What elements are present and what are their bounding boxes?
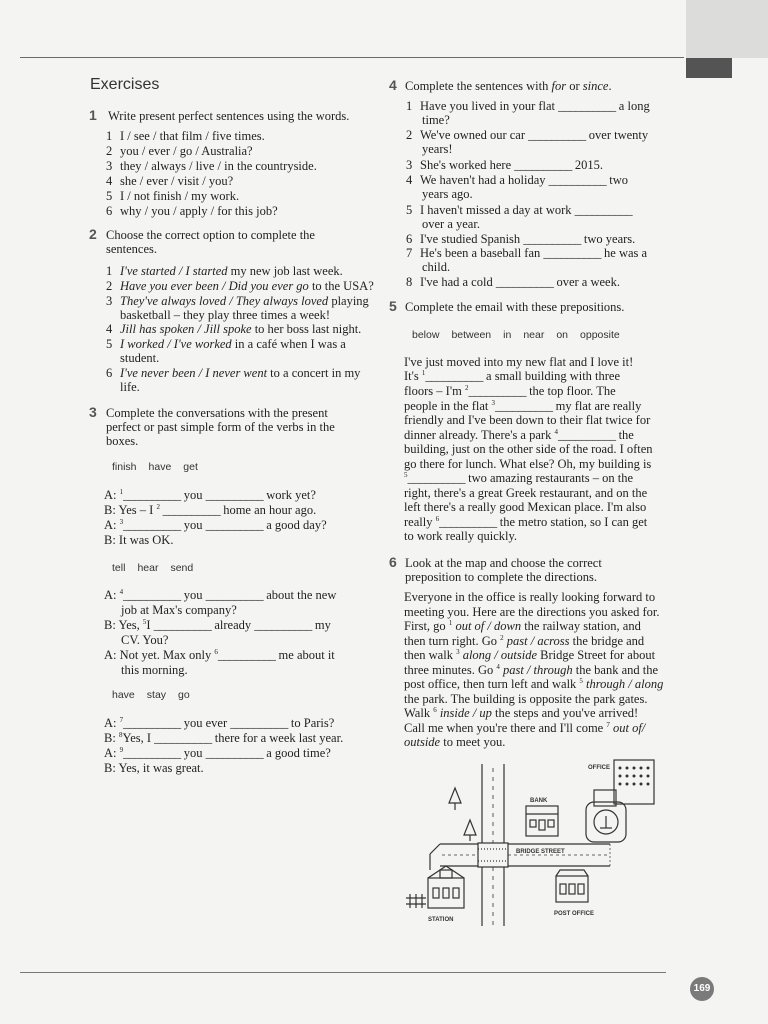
ex3-c3-line: B: Yes, it was great.: [104, 761, 204, 775]
ex3-word-box-1: finish have get: [112, 461, 198, 473]
ex1-number: 1: [89, 107, 97, 123]
ex3-c1-line: A: $^3$__________ you __________ a good day?: [104, 517, 327, 532]
ex2-item: 6 I've never been / I never went to a concert in my: [106, 366, 361, 380]
top-rule: [20, 57, 684, 58]
ex1-item: 2 you / ever / go / Australia?: [106, 144, 253, 158]
page-number: 169: [690, 977, 714, 1001]
ex3-c2-line: CV. You?: [121, 633, 169, 647]
ex4-item: 2 We've owned our car __________ over twenty: [406, 128, 649, 142]
ex3-c2-line: A: Not yet. Max only $^6$__________ me about it: [104, 647, 335, 662]
ex2-item: 5 I worked / I've worked in a café when I was a: [106, 337, 346, 351]
ex3-c1-line: A: $^1$__________ you __________ work yet?: [104, 487, 316, 502]
map-label-bank: BANK: [530, 798, 548, 804]
ex2-item: 4 Jill has spoken / Jill spoke to her boss last night.: [106, 322, 362, 336]
ex6-text: First, go $^1$ out of / down the railway station, and: [404, 618, 641, 633]
corner-tab: [686, 0, 768, 58]
ex4-item: 3 She's worked here __________ 2015.: [406, 158, 603, 172]
map-label-office: OFFICE: [588, 765, 610, 771]
ex6-text: outside to meet you.: [404, 735, 506, 749]
ex4-item-cont: child.: [422, 260, 451, 274]
ex5-number: 5: [389, 298, 397, 314]
bottom-rule: [20, 972, 666, 973]
ex3-c1-line: B: It was OK.: [104, 533, 174, 547]
ex6-text: Call me when you're there and I'll come $^7$ out of/: [404, 720, 646, 735]
ex4-item: 1 Have you lived in your flat __________ a long: [406, 99, 650, 113]
ex5-text: dinner already. There's a park $^4$__________ the: [404, 427, 634, 442]
ex6-text: then turn right. Go $^2$ past / across the bridge and: [404, 633, 645, 648]
map-label-street: BRIDGE STREET: [516, 849, 565, 855]
map-label-post-office: POST OFFICE: [554, 911, 595, 917]
ex4-number: 4: [389, 77, 397, 93]
ex3-c3-line: A: $^7$__________ you ever __________ to Paris?: [104, 715, 335, 730]
ex1-instruction: Write present perfect sentences using the words.: [108, 109, 350, 123]
ex5-text: floors – I'm $^2$__________ the top floor. The: [404, 383, 616, 398]
ex4-item-cont: years ago.: [422, 187, 473, 201]
ex2-item: 1 I've started / I started my new job last week.: [106, 264, 343, 278]
ex4-item-cont: time?: [422, 113, 450, 127]
ex6-text: then walk $^3$ along / outside Bridge Street for about: [404, 647, 656, 662]
ex3-number: 3: [89, 404, 97, 420]
ex1-item: 3 they / always / live / in the countryside.: [106, 159, 317, 173]
ex6-text: post office, then turn left and walk $^5$ through / along: [404, 676, 664, 691]
ex3-c3-line: B: $^8$Yes, I __________ there for a week last year.: [104, 730, 344, 745]
ex3-c1-line: B: Yes – I $^2$ __________ home an hour ago.: [104, 502, 317, 517]
ex2-item-cont: basketball – they play three times a week!: [120, 308, 330, 322]
ex4-item: 8 I've had a cold __________ over a week.: [406, 275, 620, 289]
ex3-word-box-3: have stay go: [112, 689, 190, 701]
ex6-text: Walk $^6$ inside / up the steps and you've arrived!: [404, 705, 639, 720]
ex6-text: three minutes. Go $^4$ past / through the bank and the: [404, 662, 659, 677]
ex5-text: really $^6$__________ the metro station, so I can get: [404, 514, 648, 529]
ex5-text: building, just on the other side of the road. I often: [404, 442, 653, 456]
ex1-item: 1 I / see / that film / five times.: [106, 129, 265, 143]
ex3-c2-line: this morning.: [121, 663, 188, 677]
ex4-item: 4 We haven't had a holiday __________ two: [406, 173, 629, 187]
ex5-text: $^5$__________ two amazing restaurants – on the: [404, 470, 634, 485]
ex3-c2-line: A: $^4$__________ you __________ about the new: [104, 587, 337, 602]
ex5-text: friendly and I've been down to their flat twice for: [404, 413, 651, 427]
map-label-station: STATION: [428, 917, 454, 923]
corner-tab-dark: [686, 58, 732, 78]
ex5-text: It's $^1$__________ a small building with three: [404, 368, 621, 383]
ex4-item-cont: over a year.: [422, 217, 480, 231]
ex3-c3-line: A: $^9$__________ you __________ a good time?: [104, 745, 331, 760]
ex4-item: 6 I've studied Spanish __________ two years.: [406, 232, 636, 246]
ex6-text: Everyone in the office is really looking forward to: [404, 590, 656, 604]
ex2-item-cont: life.: [120, 380, 140, 394]
ex5-text: I've just moved into my new flat and I love it!: [404, 355, 634, 369]
ex3-c2-line: B: Yes, $^5$I __________ already __________ my: [104, 617, 331, 632]
ex5-text: people in the flat $^3$__________ my flat are really: [404, 398, 642, 413]
ex4-item-cont: years!: [422, 142, 453, 156]
exercises-heading: Exercises: [90, 76, 160, 93]
ex1-item: 4 she / ever / visit / you?: [106, 174, 234, 188]
ex4-item: 7 He's been a baseball fan __________ he was a: [406, 246, 648, 260]
ex3-instruction: Complete the conversations with the present perfect or past simple form of the verbs in the boxes.: [106, 406, 335, 448]
ex5-text: right, there's a great Greek restaurant, and on the: [404, 486, 648, 500]
ex1-item: 6 why / you / apply / for this job?: [106, 204, 278, 218]
ex5-instruction: Complete the email with these prepositions.: [405, 300, 625, 314]
ex5-word-box: below between in near on opposite: [412, 329, 620, 341]
ex2-item: 3 They've always loved / They always loved playing: [106, 294, 369, 308]
ex5-text: left there's a really good Mexican place. I'm also: [404, 500, 647, 514]
ex6-number: 6: [389, 554, 397, 570]
ex6-text: meeting you. Here are the directions you asked for.: [404, 605, 660, 619]
ex4-instruction: Complete the sentences with for or since.: [405, 79, 612, 93]
ex6-instruction: Look at the map and choose the correct preposition to complete the directions.: [405, 556, 602, 584]
ex5-text: go there for lunch. What else? Oh, my building is: [404, 457, 652, 471]
ex2-item: 2 Have you ever been / Did you ever go to the USA?: [106, 279, 374, 293]
ex3-c2-line: job at Max's company?: [121, 603, 237, 617]
ex5-text: to work really quickly.: [404, 529, 518, 543]
ex2-item-cont: student.: [120, 351, 160, 365]
ex4-item: 5 I haven't missed a day at work __________: [406, 203, 633, 217]
ex2-instruction: Choose the correct option to complete the sentences.: [106, 228, 315, 256]
ex1-item: 5 I / not finish / my work.: [106, 189, 240, 203]
ex2-number: 2: [89, 226, 97, 242]
ex3-word-box-2: tell hear send: [112, 562, 194, 574]
directions-map: [400, 758, 660, 928]
ex6-text: the park. The building is opposite the park gates.: [404, 692, 648, 706]
